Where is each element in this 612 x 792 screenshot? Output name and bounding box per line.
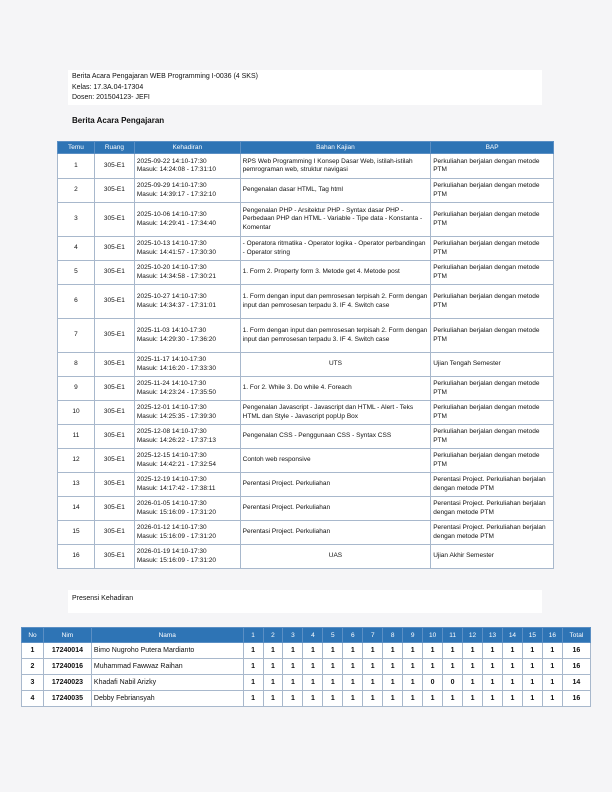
presensi-row [22, 675, 591, 691]
bap-cell: Perkuliahan berjalan dengan metode PTM [431, 319, 554, 353]
bap-cell: Perkuliahan berjalan dengan metode PTM [431, 285, 554, 319]
ruang-cell: 305-E1 [94, 497, 134, 521]
attendance-mark: 1 [323, 675, 343, 691]
attendance-mark: 1 [463, 675, 483, 691]
attendance-mark: 1 [483, 675, 503, 691]
attendance-mark: 1 [522, 659, 542, 675]
kehadiran-cell [134, 401, 240, 425]
attendance-mark: 0 [443, 675, 463, 691]
temu-cell: 12 [58, 449, 95, 473]
schedule-time: 2025-12-01 14:10-17:30 [136, 404, 207, 411]
schedule-time: 2025-12-15 14:10-17:30 [136, 452, 207, 459]
ruang-cell: 305-E1 [94, 449, 134, 473]
ruang-cell: 305-E1 [94, 521, 134, 545]
attendance-mark: 1 [243, 691, 263, 707]
no-cell: 1 [22, 643, 44, 659]
bap-row [58, 319, 554, 353]
attendance-mark: 1 [383, 675, 403, 691]
kehadiran-cell [134, 473, 240, 497]
attendance-mark: 1 [343, 659, 363, 675]
schedule-time: 2025-11-24 14:10-17:30 [136, 380, 207, 387]
schedule-time: 2025-12-08 14:10-17:30 [136, 428, 207, 435]
bap-row [58, 237, 554, 261]
total-cell: 16 [562, 643, 590, 659]
attendance-mark: 1 [383, 643, 403, 659]
kehadiran-cell [134, 203, 240, 237]
attendance-mark: 1 [363, 691, 383, 707]
attendance-mark: 1 [303, 659, 323, 675]
attendance-time: Masuk: 14:34:58 - 17:30:21 [136, 272, 217, 280]
attendance-time: Masuk: 14:42:21 - 17:32:54 [136, 460, 217, 468]
schedule-time: 2026-01-12 14:10-17:30 [136, 524, 207, 531]
bap-cell: Perkuliahan berjalan dengan metode PTM [431, 237, 554, 261]
attendance-time: Masuk: 15:16:09 - 17:31:20 [136, 556, 217, 564]
kehadiran-cell [134, 449, 240, 473]
bahan-kajian-cell: 1. Form 2. Property form 3. Metode get 4. Metode post [240, 261, 431, 285]
presensi-header-row [22, 628, 591, 643]
attendance-mark: 1 [483, 643, 503, 659]
presensi-title: Presensi Kehadiran [72, 595, 134, 602]
attendance-mark: 1 [383, 659, 403, 675]
bahan-kajian-cell: 1. Form dengan input dan pemrosesan terpisah 2. Form dengan input dan pemrosesan terpadu 3. IF 4. Switch case [240, 285, 431, 319]
ruang-cell: 305-E1 [94, 237, 134, 261]
bap-cell: Perkuliahan berjalan dengan metode PTM [431, 179, 554, 203]
bap-row [58, 285, 554, 319]
bap-row [58, 425, 554, 449]
presensi-row [22, 659, 591, 675]
bahan-kajian-cell: RPS Web Programming I Konsep Dasar Web, istilah-istilah pemrograman web, struktur navigasi [240, 154, 431, 179]
ruang-cell: 305-E1 [94, 377, 134, 401]
ruang-cell: 305-E1 [94, 154, 134, 179]
bap-row [58, 449, 554, 473]
attendance-mark: 1 [423, 691, 443, 707]
kehadiran-cell [134, 521, 240, 545]
bap-cell: Perentasi Project. Perkuliahan berjalan dengan metode PTM [431, 521, 554, 545]
temu-cell: 14 [58, 497, 95, 521]
bahan-kajian-cell: Perentasi Project. Perkuliahan [240, 473, 431, 497]
bap-row [58, 154, 554, 179]
bap-cell: Perkuliahan berjalan dengan metode PTM [431, 203, 554, 237]
presensi-col: 14 [502, 628, 522, 643]
attendance-mark: 1 [303, 691, 323, 707]
kehadiran-cell [134, 237, 240, 261]
kehadiran-cell [134, 377, 240, 401]
temu-cell: 11 [58, 425, 95, 449]
ruang-cell: 305-E1 [94, 319, 134, 353]
temu-cell: 16 [58, 545, 95, 569]
bap-cell: Perkuliahan berjalan dengan metode PTM [431, 377, 554, 401]
presensi-col: 4 [303, 628, 323, 643]
bap-row [58, 401, 554, 425]
nim-cell: 17240016 [43, 659, 91, 675]
section-title: Berita Acara Pengajaran [72, 116, 165, 125]
bap-cell: Perkuliahan berjalan dengan metode PTM [431, 261, 554, 285]
ruang-cell: 305-E1 [94, 401, 134, 425]
kehadiran-cell [134, 154, 240, 179]
bahan-kajian-cell: Pengenalan Javascript - Javascript dan HTML - Alert - Teks HTML dan Style - Javascript popUp Box [240, 401, 431, 425]
ruang-cell: 305-E1 [94, 425, 134, 449]
bahan-kajian-cell: Pengenalan dasar HTML, Tag html [240, 179, 431, 203]
attendance-mark: 1 [502, 691, 522, 707]
presensi-col: 2 [263, 628, 283, 643]
no-cell: 2 [22, 659, 44, 675]
attendance-mark: 1 [403, 691, 423, 707]
bahan-kajian-cell: UTS [240, 353, 431, 377]
attendance-mark: 1 [423, 659, 443, 675]
schedule-time: 2025-11-03 14:10-17:30 [136, 327, 207, 334]
attendance-mark: 1 [243, 643, 263, 659]
presensi-col: 13 [483, 628, 503, 643]
attendance-time: Masuk: 14:29:30 - 17:36:20 [136, 335, 217, 343]
lecturer-info: Dosen: 201504123- JEFI [72, 94, 150, 101]
bap-cell: Ujian Tengah Semester [431, 353, 554, 377]
attendance-mark: 1 [323, 691, 343, 707]
schedule-time: 2025-09-29 14:10-17:30 [136, 182, 207, 189]
attendance-mark: 1 [483, 691, 503, 707]
kehadiran-cell [134, 319, 240, 353]
ruang-cell: 305-E1 [94, 203, 134, 237]
attendance-mark: 1 [243, 675, 263, 691]
presensi-col: 8 [383, 628, 403, 643]
attendance-mark: 1 [323, 643, 343, 659]
nim-cell: 17240014 [43, 643, 91, 659]
attendance-time: Masuk: 14:39:17 - 17:32:10 [136, 190, 217, 198]
presensi-col: 5 [323, 628, 343, 643]
no-cell: 3 [22, 675, 44, 691]
kehadiran-cell [134, 285, 240, 319]
bap-row [58, 377, 554, 401]
attendance-mark: 1 [403, 675, 423, 691]
temu-cell: 8 [58, 353, 95, 377]
nama-cell: Bimo Nugroho Putera Mardianto [91, 643, 243, 659]
attendance-mark: 1 [363, 643, 383, 659]
presensi-table [21, 627, 591, 707]
attendance-mark: 1 [522, 643, 542, 659]
presensi-col: Nim [43, 628, 91, 643]
attendance-mark: 1 [423, 643, 443, 659]
total-cell: 16 [562, 691, 590, 707]
bahan-kajian-cell: 1. For 2. While 3. Do while 4. Foreach [240, 377, 431, 401]
presensi-row [22, 643, 591, 659]
attendance-mark: 1 [283, 659, 303, 675]
schedule-time: 2025-10-13 14:10-17:30 [136, 240, 207, 247]
attendance-mark: 1 [542, 675, 562, 691]
attendance-time: Masuk: 14:26:22 - 17:37:13 [136, 436, 217, 444]
schedule-time: 2026-01-19 14:10-17:30 [136, 548, 207, 555]
attendance-mark: 1 [263, 659, 283, 675]
col-temu: Temu [58, 142, 95, 154]
attendance-mark: 1 [502, 643, 522, 659]
attendance-mark: 1 [303, 643, 323, 659]
attendance-mark: 1 [443, 691, 463, 707]
bap-row [58, 261, 554, 285]
ruang-cell: 305-E1 [94, 353, 134, 377]
attendance-time: Masuk: 15:16:09 - 17:31:20 [136, 508, 217, 516]
kehadiran-cell [134, 261, 240, 285]
attendance-mark: 1 [383, 691, 403, 707]
bahan-kajian-cell: 1. Form dengan input dan pemrosesan terpisah 2. Form dengan input dan pemrosesan terpadu 3. IF 4. Switch case [240, 319, 431, 353]
bap-cell: Perkuliahan berjalan dengan metode PTM [431, 401, 554, 425]
schedule-time: 2025-12-19 14:10-17:30 [136, 476, 207, 483]
bap-table [57, 141, 554, 569]
presensi-col: 15 [522, 628, 542, 643]
attendance-mark: 1 [283, 643, 303, 659]
attendance-mark: 1 [443, 659, 463, 675]
temu-cell: 4 [58, 237, 95, 261]
bap-cell: Perkuliahan berjalan dengan metode PTM [431, 449, 554, 473]
bap-header-row [58, 142, 554, 154]
attendance-mark: 1 [283, 675, 303, 691]
attendance-mark: 1 [522, 691, 542, 707]
attendance-time: Masuk: 14:34:37 - 17:31:01 [136, 301, 217, 309]
attendance-mark: 1 [463, 691, 483, 707]
bap-cell: Perentasi Project. Perkuliahan berjalan dengan metode PTM [431, 473, 554, 497]
temu-cell: 15 [58, 521, 95, 545]
attendance-mark: 1 [323, 659, 343, 675]
course-title: Berita Acara Pengajaran WEB Programming I-0036 (4 SKS) [72, 73, 258, 80]
total-cell: 14 [562, 675, 590, 691]
bahan-kajian-cell: Perentasi Project. Perkuliahan [240, 521, 431, 545]
presensi-col: Nama [91, 628, 243, 643]
kehadiran-cell [134, 425, 240, 449]
presensi-col: Total [562, 628, 590, 643]
temu-cell: 9 [58, 377, 95, 401]
ruang-cell: 305-E1 [94, 473, 134, 497]
attendance-time: Masuk: 14:29:41 - 17:34:40 [136, 219, 217, 227]
bap-row [58, 497, 554, 521]
attendance-mark: 1 [263, 675, 283, 691]
attendance-time: Masuk: 14:25:35 - 17:39:30 [136, 412, 217, 420]
temu-cell: 10 [58, 401, 95, 425]
presensi-col: No [22, 628, 44, 643]
presensi-col: 6 [343, 628, 363, 643]
attendance-mark: 1 [542, 643, 562, 659]
attendance-mark: 1 [303, 675, 323, 691]
attendance-mark: 1 [502, 659, 522, 675]
schedule-time: 2025-10-27 14:10-17:30 [136, 293, 207, 300]
nama-cell: Debby Febriansyah [91, 691, 243, 707]
schedule-time: 2025-09-22 14:10-17:30 [136, 157, 207, 165]
kehadiran-cell [134, 179, 240, 203]
attendance-mark: 1 [542, 659, 562, 675]
bap-row [58, 545, 554, 569]
attendance-mark: 1 [263, 691, 283, 707]
schedule-time: 2025-10-20 14:10-17:30 [136, 264, 207, 271]
ruang-cell: 305-E1 [94, 285, 134, 319]
ruang-cell: 305-E1 [94, 261, 134, 285]
no-cell: 4 [22, 691, 44, 707]
col-bap: BAP [431, 142, 554, 154]
attendance-mark: 1 [343, 675, 363, 691]
bahan-kajian-cell: Perentasi Project. Perkuliahan [240, 497, 431, 521]
nama-cell: Khadafi Nabil Arizky [91, 675, 243, 691]
presensi-header [68, 590, 542, 613]
col-ruang: Ruang [94, 142, 134, 154]
attendance-mark: 1 [363, 675, 383, 691]
attendance-mark: 1 [463, 643, 483, 659]
attendance-time: Masuk: 14:17:42 - 17:38:11 [136, 484, 216, 492]
temu-cell: 6 [58, 285, 95, 319]
temu-cell: 5 [58, 261, 95, 285]
bap-row [58, 179, 554, 203]
attendance-time: Masuk: 14:41:57 - 17:30:30 [136, 248, 217, 256]
bap-cell: Perkuliahan berjalan dengan metode PTM [431, 425, 554, 449]
attendance-time: Masuk: 14:23:24 - 17:35:50 [136, 388, 217, 396]
attendance-mark: 1 [343, 691, 363, 707]
attendance-mark: 1 [542, 691, 562, 707]
bap-cell: Perentasi Project. Perkuliahan berjalan dengan metode PTM [431, 497, 554, 521]
kehadiran-cell [134, 545, 240, 569]
attendance-mark: 1 [283, 691, 303, 707]
attendance-mark: 1 [243, 659, 263, 675]
bap-row [58, 353, 554, 377]
ruang-cell: 305-E1 [94, 545, 134, 569]
bahan-kajian-cell: Pengenalan CSS - Penggunaan CSS - Syntax CSS [240, 425, 431, 449]
bap-cell: Perkuliahan berjalan dengan metode PTM [431, 154, 554, 179]
col-bahan-kajian: Bahan Kajian [240, 142, 431, 154]
presensi-col: 11 [443, 628, 463, 643]
schedule-time: 2025-11-17 14:10-17:30 [136, 356, 207, 363]
attendance-mark: 1 [363, 659, 383, 675]
nim-cell: 17240023 [43, 675, 91, 691]
ruang-cell: 305-E1 [94, 179, 134, 203]
attendance-mark: 1 [443, 643, 463, 659]
presensi-col: 12 [463, 628, 483, 643]
attendance-mark: 1 [463, 659, 483, 675]
attendance-mark: 1 [403, 643, 423, 659]
presensi-col: 3 [283, 628, 303, 643]
bahan-kajian-cell: Contoh web responsive [240, 449, 431, 473]
attendance-mark: 0 [423, 675, 443, 691]
bahan-kajian-cell: UAS [240, 545, 431, 569]
bahan-kajian-cell: Pengenalan PHP - Arsitektur PHP - Syntax dasar PHP - Perbedaan PHP dan HTML - Variable - Tipe data - Konstanta - Komentar [240, 203, 431, 237]
nim-cell: 17240035 [43, 691, 91, 707]
presensi-col: 1 [243, 628, 263, 643]
attendance-mark: 1 [263, 643, 283, 659]
temu-cell: 13 [58, 473, 95, 497]
kehadiran-cell [134, 353, 240, 377]
bahan-kajian-cell: - Operatora ritmatika - Operator logika - Operator perbandingan - Operator string [240, 237, 431, 261]
presensi-row [22, 691, 591, 707]
bap-row [58, 203, 554, 237]
attendance-mark: 1 [522, 675, 542, 691]
bap-cell: Ujian Akhir Semester [431, 545, 554, 569]
presensi-col: 9 [403, 628, 423, 643]
bap-row [58, 473, 554, 497]
attendance-mark: 1 [403, 659, 423, 675]
attendance-time: Masuk: 14:24:08 - 17:31:10 [136, 166, 217, 173]
schedule-time: 2026-01-05 14:10-17:30 [136, 500, 207, 507]
presensi-col: 16 [542, 628, 562, 643]
col-kehadiran: Kehadiran [134, 142, 240, 154]
attendance-mark: 1 [343, 643, 363, 659]
attendance-time: Masuk: 14:16:20 - 17:33:30 [136, 364, 217, 372]
attendance-mark: 1 [483, 659, 503, 675]
report-header [68, 70, 542, 105]
temu-cell: 2 [58, 179, 95, 203]
attendance-time: Masuk: 15:16:09 - 17:31:20 [136, 532, 217, 540]
nama-cell: Muhammad Fawwaz Raihan [91, 659, 243, 675]
temu-cell: 7 [58, 319, 95, 353]
temu-cell: 1 [58, 154, 95, 179]
presensi-col: 10 [423, 628, 443, 643]
class-info: Kelas: 17.3A.04-17304 [72, 83, 144, 91]
temu-cell: 3 [58, 203, 95, 237]
schedule-time: 2025-10-06 14:10-17:30 [136, 211, 207, 218]
attendance-mark: 1 [502, 675, 522, 691]
bap-row [58, 521, 554, 545]
kehadiran-cell [134, 497, 240, 521]
presensi-col: 7 [363, 628, 383, 643]
total-cell: 16 [562, 659, 590, 675]
